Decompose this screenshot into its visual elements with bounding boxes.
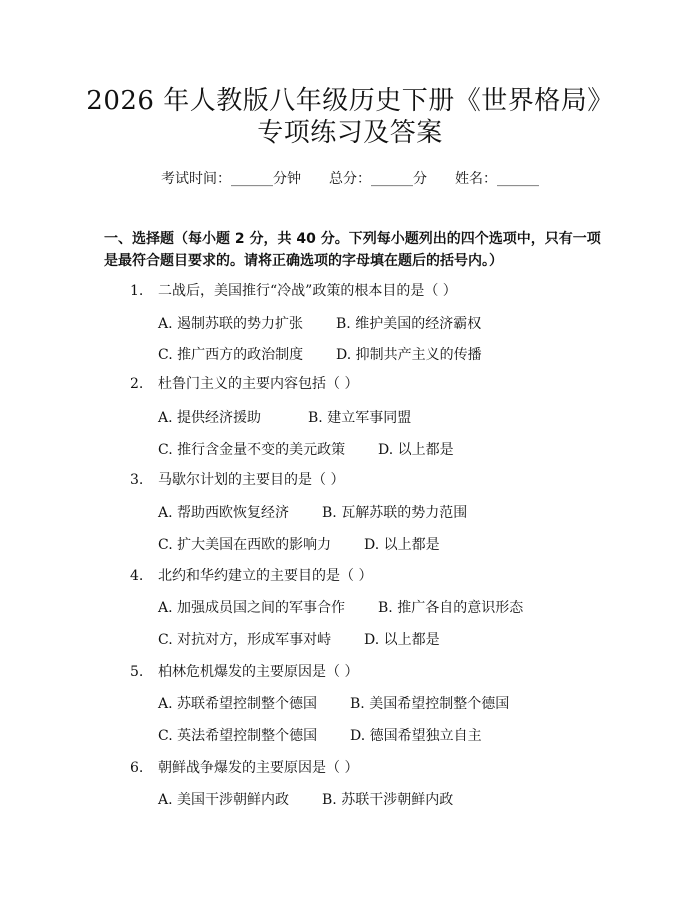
question-number: 2. bbox=[130, 376, 144, 392]
option-b: B. 苏联干涉朝鲜内政 bbox=[322, 792, 454, 808]
question-number: 5. bbox=[130, 664, 144, 680]
question-text: 朝鲜战争爆发的主要原因是（ ） bbox=[158, 760, 359, 776]
question-number: 4. bbox=[130, 568, 144, 584]
option-b: B. 维护美国的经济霸权 bbox=[336, 316, 482, 332]
option-a: A. 美国干涉朝鲜内政 bbox=[158, 792, 290, 808]
option-a: A. 遏制苏联的势力扩张 bbox=[158, 316, 304, 332]
option-a: A. 帮助西欧恢复经济 bbox=[158, 505, 290, 521]
option-a: A. 提供经济援助 bbox=[158, 410, 262, 426]
option-c: C. 扩大美国在西欧的影响力 bbox=[158, 537, 332, 553]
option-a: A. 苏联希望控制整个德国 bbox=[158, 696, 318, 712]
option-b: B. 推广各自的意识形态 bbox=[378, 600, 524, 616]
question-5 bbox=[130, 662, 358, 682]
option-d: D. 以上都是 bbox=[364, 632, 440, 648]
question-2 bbox=[130, 374, 358, 394]
option-d: D. 以上都是 bbox=[364, 537, 440, 553]
option-b: B. 瓦解苏联的势力范围 bbox=[322, 505, 468, 521]
question-4 bbox=[130, 566, 372, 586]
exam-time: 考试时间：______分钟 bbox=[161, 171, 301, 187]
option-d: D. 德国希望独立自主 bbox=[350, 728, 482, 744]
section-heading: 一、选择题（每小题 2 分，共 40 分。下列每小题列出的四个选项中，只有一项是最符合题目要求的。请将正确选项的字母填在题后的括号内。） bbox=[104, 231, 601, 269]
exam-meta bbox=[0, 168, 700, 188]
option-c: C. 推行含金量不变的美元政策 bbox=[158, 442, 346, 458]
question-text: 杜鲁门主义的主要内容包括（ ） bbox=[158, 376, 359, 392]
question-3 bbox=[130, 470, 344, 490]
question-1 bbox=[130, 281, 457, 301]
option-d: D. 以上都是 bbox=[378, 442, 454, 458]
question-text: 马歇尔计划的主要目的是（ ） bbox=[158, 472, 345, 488]
question-number: 1. bbox=[130, 283, 144, 299]
option-c: C. 推广西方的政治制度 bbox=[158, 347, 304, 363]
question-text: 柏林危机爆发的主要原因是（ ） bbox=[158, 664, 359, 680]
question-number: 6. bbox=[130, 760, 144, 776]
question-text: 二战后，美国推行“冷战”政策的根本目的是（ ） bbox=[158, 283, 457, 299]
option-b: B. 建立军事同盟 bbox=[308, 410, 412, 426]
option-a: A. 加强成员国之间的军事合作 bbox=[158, 600, 346, 616]
question-text: 北约和华约建立的主要目的是（ ） bbox=[158, 568, 373, 584]
option-c: C. 英法希望控制整个德国 bbox=[158, 728, 318, 744]
student-name: 姓名：______ bbox=[455, 171, 539, 187]
exam-score: 总分：______分 bbox=[329, 171, 427, 187]
question-6 bbox=[130, 758, 358, 778]
option-c: C. 对抗对方，形成军事对峙 bbox=[158, 632, 332, 648]
title-line-1: 2026 年人教版八年级历史下册《世界格局》 bbox=[86, 86, 614, 116]
option-b: B. 美国希望控制整个德国 bbox=[350, 696, 510, 712]
option-d: D. 抑制共产主义的传播 bbox=[336, 347, 482, 363]
title-line-2: 专项练习及答案 bbox=[257, 118, 443, 148]
question-number: 3. bbox=[130, 472, 144, 488]
